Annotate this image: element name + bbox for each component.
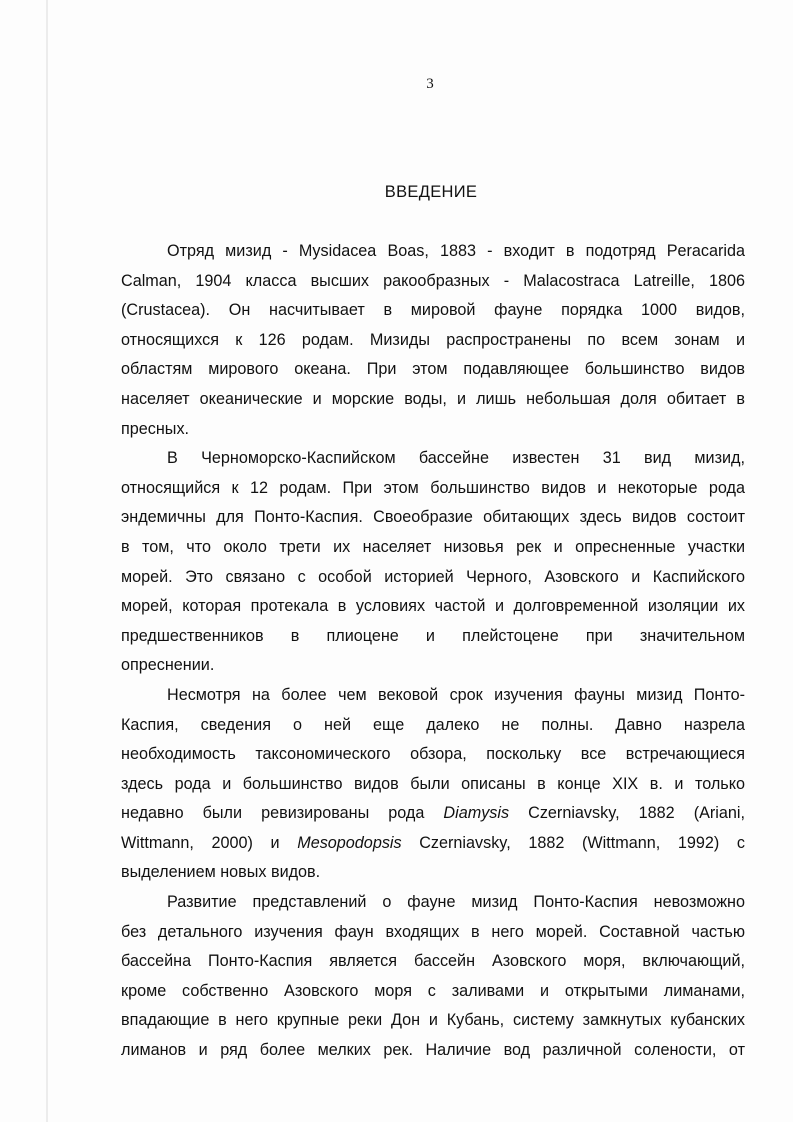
text-line: предшественников в плиоцене и плейстоцене при значительном [121,626,745,645]
page-edge-shadow [46,0,48,1122]
text-line: населяет океанические и морские воды, и лишь небольшая доля обитает в [121,389,745,408]
body-text [121,237,745,1066]
text-line: выделением новых видов. [121,863,321,882]
text-run: Wittmann, 2000) и [121,833,298,852]
text-line: областям мирового океана. При этом подавляющее большинство видов [121,360,745,379]
text-line: пресных. [121,419,190,438]
genus-name-diamysis: Diamysis [443,804,510,823]
text-line: впадающие в него крупные реки Дон и Кубань, систему замкнутых кубанских [121,1011,745,1030]
text-line: относящихся к 126 родам. Мизиды распространены по всем зонам и [121,330,745,349]
text-line: здесь рода и большинство видов были описаны в конце XIX в. и только [121,774,745,793]
text-line: эндемичны для Понто-Каспия. Своеобразие обитающих здесь видов состоит [121,508,745,527]
text-line: относящийся к 12 родам. При этом большинство видов и некоторые рода [121,478,745,497]
text-line: без детального изучения фаун входящих в него морей. Составной частью [121,922,745,941]
text-line: Развитие представлений о фауне мизид Понто-Каспия невозможно [167,893,745,912]
text-line: кроме собственно Азовского моря с заливами и открытыми лиманами, [121,981,745,1000]
text-line: необходимость таксономического обзора, поскольку все встречающиеся [121,745,745,764]
text-line: лиманов и ряд более мелких рек. Наличие вод различной солености, от [121,1041,745,1060]
text-run: Czerniavsky, 1882 (Wittmann, 1992) с [401,833,745,852]
text-line: Calman, 1904 класса высших ракообразных - Malacostraca Latreille, 1806 [121,271,745,290]
text-run: Czerniavsky, 1882 (Ariani, [509,804,745,823]
text-line: морей. Это связано с особой историей Черного, Азовского и Каспийского [121,567,745,586]
text-line: в том, что около трети их населяет низовья рек и опресненные участки [121,537,745,556]
text-line: морей, которая протекала в условиях частой и долговременной изоляции их [121,597,745,616]
text-line: Отряд мизид - Mysidacea Boas, 1883 - входит в подотряд Peracarida [167,242,745,260]
paragraph-4 [121,888,745,1066]
genus-name-mesopodopsis: Mesopodopsis [297,833,402,852]
paragraph-1 [121,237,745,444]
section-heading: ВВЕДЕНИЕ [384,183,478,201]
paragraph-3 [121,681,745,888]
text-line: Каспия, сведения о ней еще далеко не полны. Давно назрела [121,715,745,734]
page-number: 3 [426,76,434,92]
text-line [121,799,745,829]
text-line: бассейна Понто-Каспия является бассейн Азовского моря, включающий, [121,952,745,971]
text-line: (Crustacea). Он насчитывает в мировой фауне порядка 1000 видов, [121,301,745,320]
text-line: В Черноморско-Каспийском бассейне известен 31 вид мизид, [167,449,745,468]
text-line [121,829,745,859]
text-line: опреснении. [121,656,215,675]
text-run: недавно были ревизированы рода [121,804,444,823]
paragraph-2 [121,444,745,681]
text-line: Несмотря на более чем вековой срок изучения фауны мизид Понто- [167,685,745,704]
